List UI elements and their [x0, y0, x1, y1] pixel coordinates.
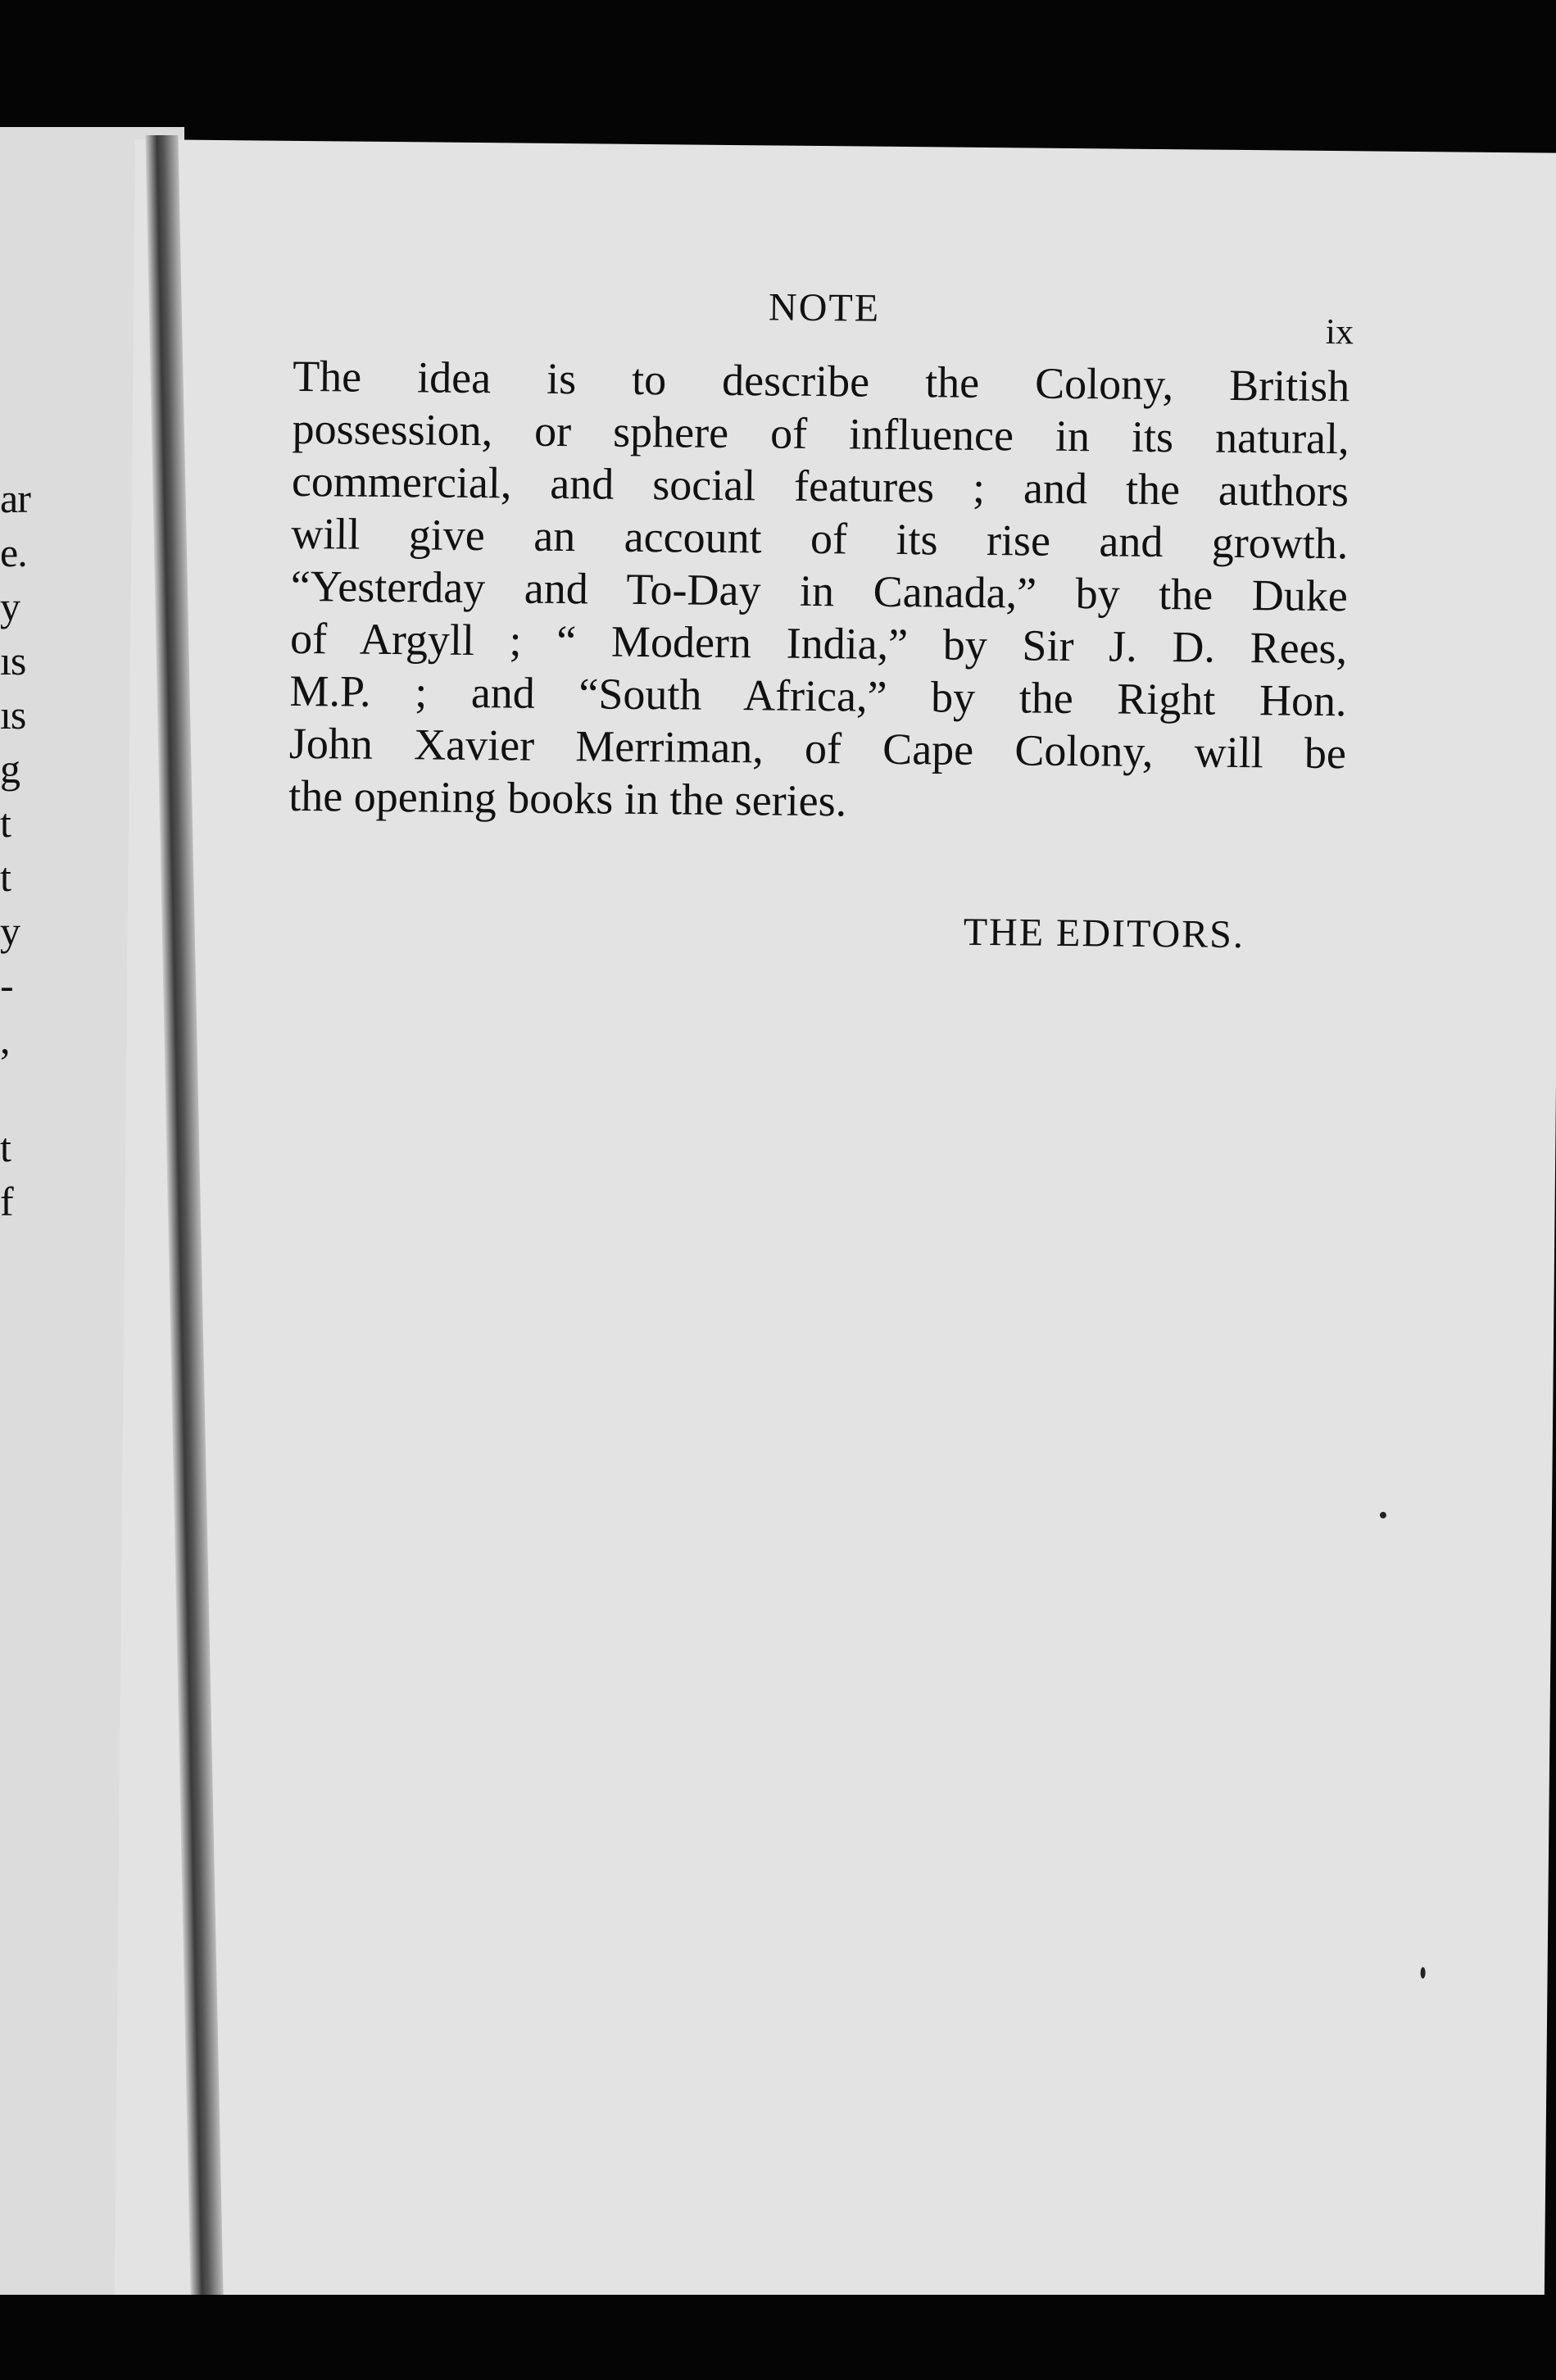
facing-page-text-fragments	[0, 471, 49, 1229]
fragment-line: g	[0, 746, 20, 792]
paragraph-line: of Argyll ; “ Modern India,” by Sir J. D. Rees,	[289, 613, 1348, 674]
paragraph-line: “Yesterday and To-Day in Canada,” by the Duke	[290, 561, 1349, 621]
fragment-line	[0, 1066, 49, 1120]
paragraph-line: commercial, and social features ; and the authors	[291, 456, 1350, 516]
fragment-line: ıs	[0, 692, 26, 738]
paper-speck	[1421, 1967, 1426, 1978]
page-number: ix	[1325, 311, 1354, 352]
paper-speck	[1380, 1512, 1386, 1519]
scan-bottom-border	[0, 2295, 1556, 2380]
editors-signature: THE EDITORS.	[963, 910, 1245, 957]
fragment-line: ,	[0, 1016, 10, 1062]
fragment-line: e.	[0, 529, 27, 575]
fragment-line: ar	[0, 475, 30, 521]
paragraph-line: M.P. ; and “South Africa,” by the Right Hon.	[289, 665, 1347, 726]
fragment-line: -	[0, 962, 13, 1008]
fragment-line: y	[0, 908, 20, 954]
paragraph-line: possession, or sphere of influence in its natural,	[292, 403, 1350, 464]
fragment-line: y	[0, 584, 20, 629]
fragment-line: t	[0, 1124, 11, 1170]
fragment-line: t	[0, 800, 11, 846]
paragraph-line: will give an account of its rise and growth.	[291, 508, 1349, 569]
paragraph-line: The idea is to describe the Colony, British	[292, 351, 1350, 411]
fragment-line: f	[0, 1179, 13, 1224]
book-page	[115, 139, 1556, 2317]
page-heading: NOTE	[768, 285, 881, 330]
fragment-line: t	[0, 854, 11, 900]
paragraph-line: the opening books in the series.	[288, 770, 847, 826]
note-paragraph	[288, 350, 1350, 832]
paragraph-line: John Xavier Merriman, of Cape Colony, will be	[288, 718, 1347, 779]
fragment-line: ıs	[0, 638, 26, 684]
